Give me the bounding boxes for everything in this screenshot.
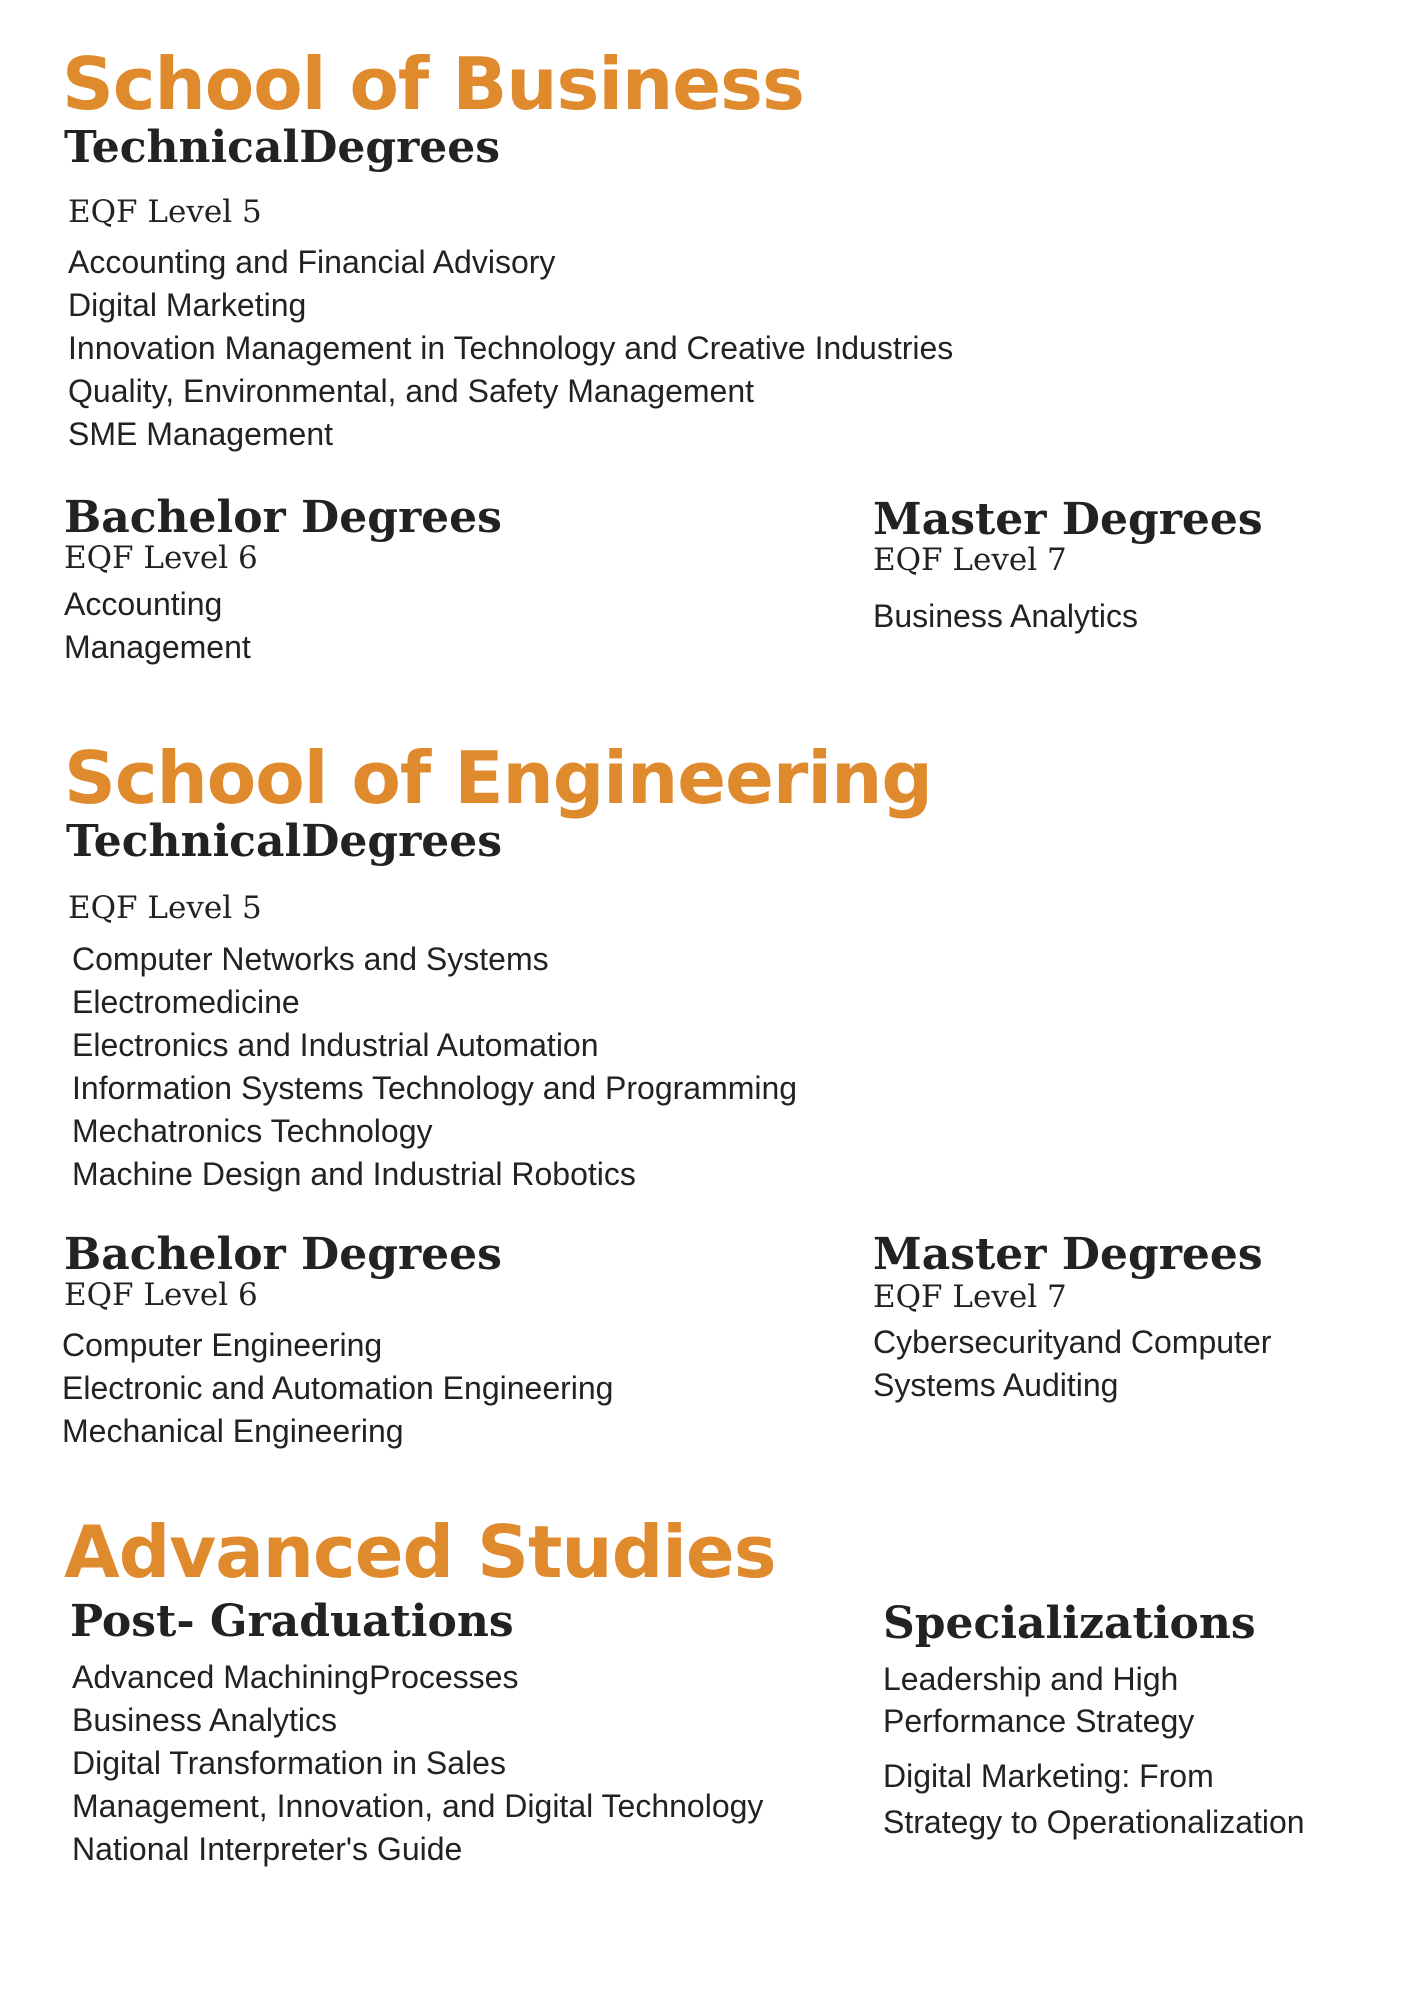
business-bachelor-level: EQF Level 6 bbox=[64, 540, 258, 576]
business-bachelor-heading: Bachelor Degrees bbox=[64, 492, 502, 543]
list-item: Cybersecurityand Computer bbox=[873, 1324, 1272, 1360]
list-item: Accounting and Financial Advisory bbox=[68, 244, 556, 280]
engineering-title: School of Engineering bbox=[64, 736, 932, 820]
list-item: Information Systems Technology and Programming bbox=[72, 1070, 798, 1106]
business-title: School of Business bbox=[62, 42, 804, 126]
business-technical-list bbox=[68, 241, 953, 456]
list-item: Systems Auditing bbox=[873, 1367, 1119, 1403]
postgrad-heading: Post- Graduations bbox=[70, 1596, 514, 1647]
business-technical-heading: TechnicalDegrees bbox=[64, 122, 501, 173]
engineering-bachelor-heading: Bachelor Degrees bbox=[64, 1229, 502, 1280]
list-item: Innovation Management in Technology and Creative Industries bbox=[68, 330, 954, 366]
list-item: Digital Marketing bbox=[68, 287, 307, 323]
list-item: Electromedicine bbox=[72, 984, 300, 1020]
engineering-master-list bbox=[873, 1321, 1271, 1407]
specialization-line: Performance Strategy bbox=[883, 1703, 1195, 1739]
engineering-technical-heading: TechnicalDegrees bbox=[66, 816, 503, 867]
specialization-line: Digital Marketing: From bbox=[883, 1758, 1214, 1794]
list-item: Digital Transformation in Sales bbox=[72, 1745, 506, 1781]
engineering-technical-list bbox=[72, 938, 797, 1196]
business-master-heading: Master Degrees bbox=[873, 494, 1263, 545]
list-item: Machine Design and Industrial Robotics bbox=[72, 1156, 636, 1192]
list-item: Computer Engineering bbox=[62, 1327, 383, 1363]
engineering-technical-level: EQF Level 5 bbox=[68, 890, 262, 926]
list-item: Management bbox=[64, 629, 251, 665]
list-item: Electronic and Automation Engineering bbox=[62, 1370, 614, 1406]
advanced-title: Advanced Studies bbox=[64, 1510, 776, 1594]
business-technical-level: EQF Level 5 bbox=[68, 194, 262, 230]
specialization-item bbox=[883, 1658, 1194, 1742]
list-item: Management, Innovation, and Digital Technology bbox=[72, 1788, 764, 1824]
specializations-heading: Specializations bbox=[883, 1598, 1256, 1649]
list-item: Accounting bbox=[64, 586, 223, 622]
business-bachelor-list bbox=[64, 583, 251, 669]
list-item: Mechatronics Technology bbox=[72, 1113, 433, 1149]
specialization-line: Leadership and High bbox=[883, 1661, 1179, 1697]
engineering-bachelor-level: EQF Level 6 bbox=[64, 1277, 258, 1313]
list-item: Computer Networks and Systems bbox=[72, 941, 549, 977]
postgrad-list bbox=[72, 1656, 763, 1871]
specialization-item bbox=[883, 1753, 1305, 1845]
engineering-master-heading: Master Degrees bbox=[873, 1229, 1263, 1280]
list-item: Electronics and Industrial Automation bbox=[72, 1027, 599, 1063]
business-master-list bbox=[873, 595, 1138, 638]
list-item: Advanced MachiningProcesses bbox=[72, 1659, 519, 1695]
list-item: Quality, Environmental, and Safety Management bbox=[68, 373, 754, 409]
list-item: Mechanical Engineering bbox=[62, 1413, 404, 1449]
list-item: Business Analytics bbox=[873, 598, 1139, 634]
list-item: Business Analytics bbox=[72, 1702, 338, 1738]
list-item: SME Management bbox=[68, 416, 334, 452]
engineering-bachelor-list bbox=[62, 1324, 613, 1453]
business-master-level: EQF Level 7 bbox=[873, 542, 1067, 578]
specialization-line: Strategy to Operationalization bbox=[883, 1804, 1305, 1840]
engineering-master-level: EQF Level 7 bbox=[873, 1279, 1067, 1315]
list-item: National Interpreter's Guide bbox=[72, 1831, 463, 1867]
